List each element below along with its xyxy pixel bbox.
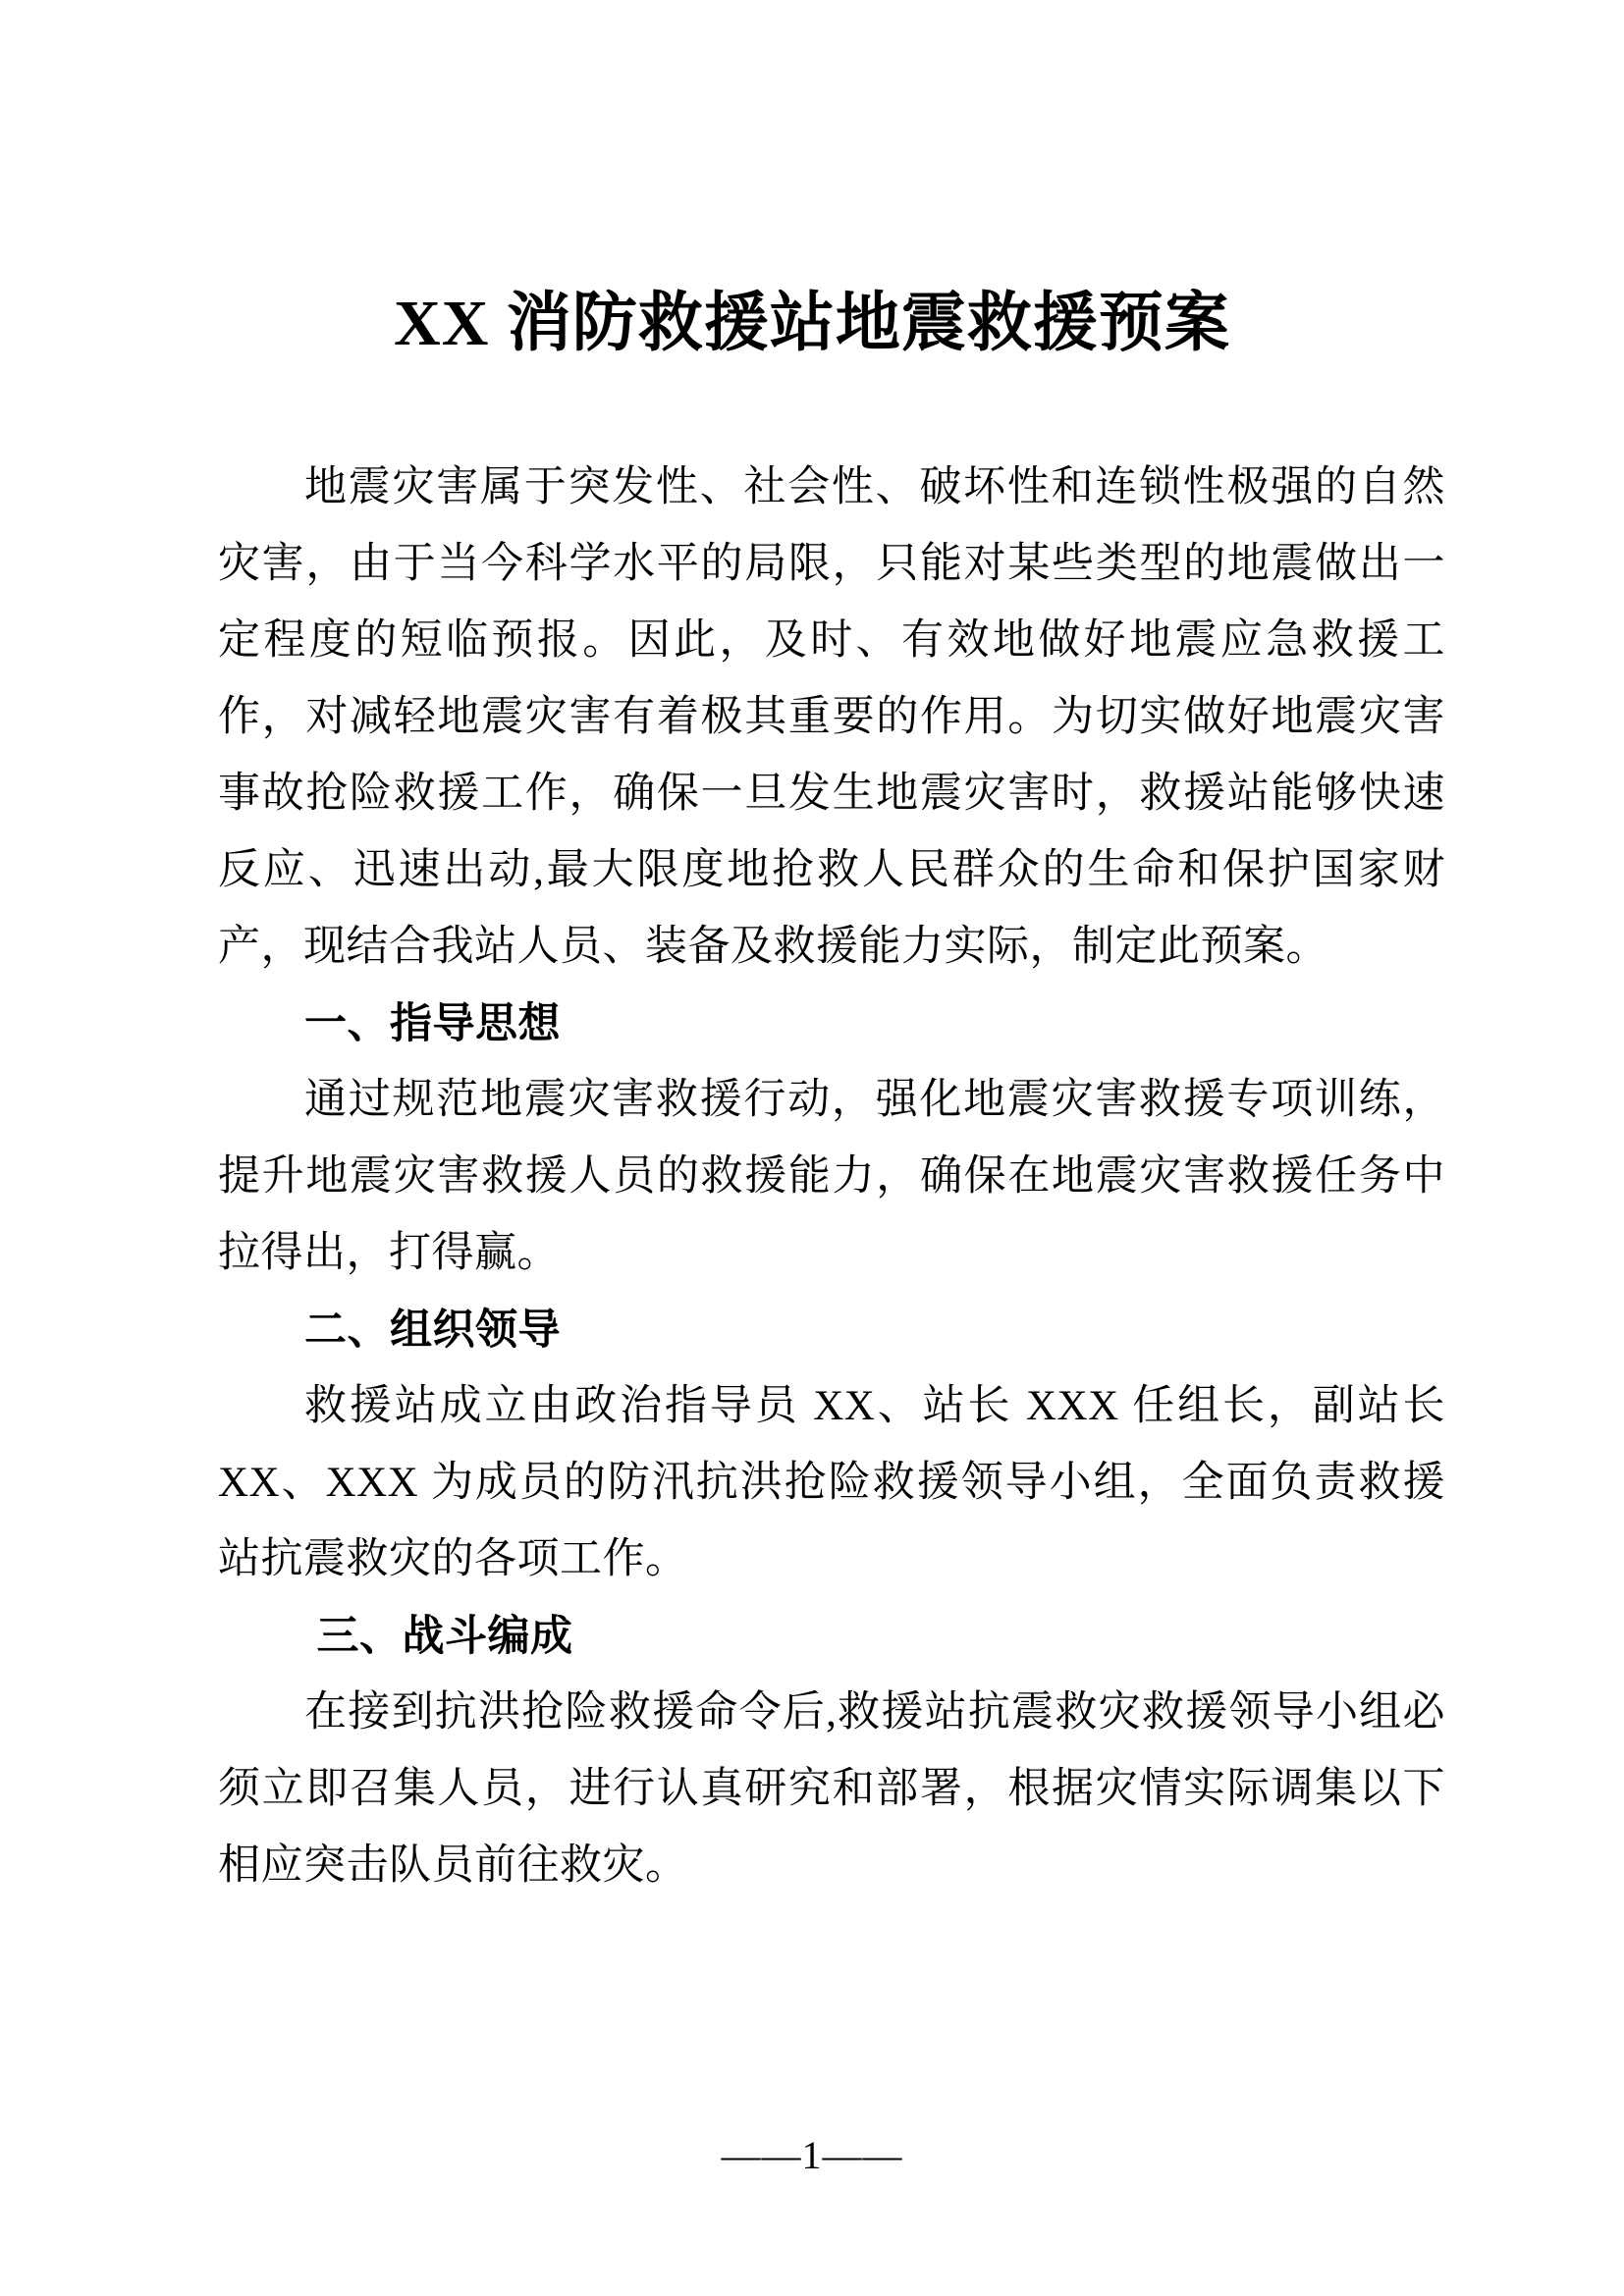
section-heading: 二、组织领导 <box>304 1307 561 1354</box>
body-paragraph: 通过规范地震灾害救援行动，强化地震灾害救援专项训练，提升地震灾害救援人员的救援能力，确保在地震灾害救援任务中拉得出，打得赢。 <box>218 1077 1445 1276</box>
body-paragraph: 在接到抗洪抢险救援命令后,救援站抗震救灾救援领导小组必须立即召集人员，进行认真研究和部署，根据灾情实际调集以下相应突击队员前往救灾。 <box>218 1689 1445 1889</box>
body-paragraph: 地震灾害属于突发性、社会性、破坏性和连锁性极强的自然灾害，由于当今科学水平的局限，只能对某些类型的地震做出一定程度的短临预报。因此，及时、有效地做好地震应急救援工作，对减轻地震灾害有着极其重要的作用。为切实做好地震灾害事故抢险救援工作，确保一旦发生地震灾害时，救援站能够快速反应、迅速出动,最大限度地抢救人民群众的生命和保护国家财产，现结合我站人员、装备及救援能力实际，制定此预案。 <box>218 464 1445 970</box>
section-heading: 三、战斗编成 <box>304 1613 573 1660</box>
page-number: ——1—— <box>721 2133 903 2177</box>
document-title: XX 消防救援站地震救援预案 <box>394 288 1230 359</box>
document-body <box>0 450 1624 1904</box>
section-heading: 一、指导思想 <box>304 1000 561 1047</box>
body-paragraph: 救援站成立由政治指导员 XX、站长 XXX 任组长，副站长 XX、XXX 为成员的防汛抗洪抢险救援领导小组，全面负责救援站抗震救灾的各项工作。 <box>218 1383 1445 1582</box>
